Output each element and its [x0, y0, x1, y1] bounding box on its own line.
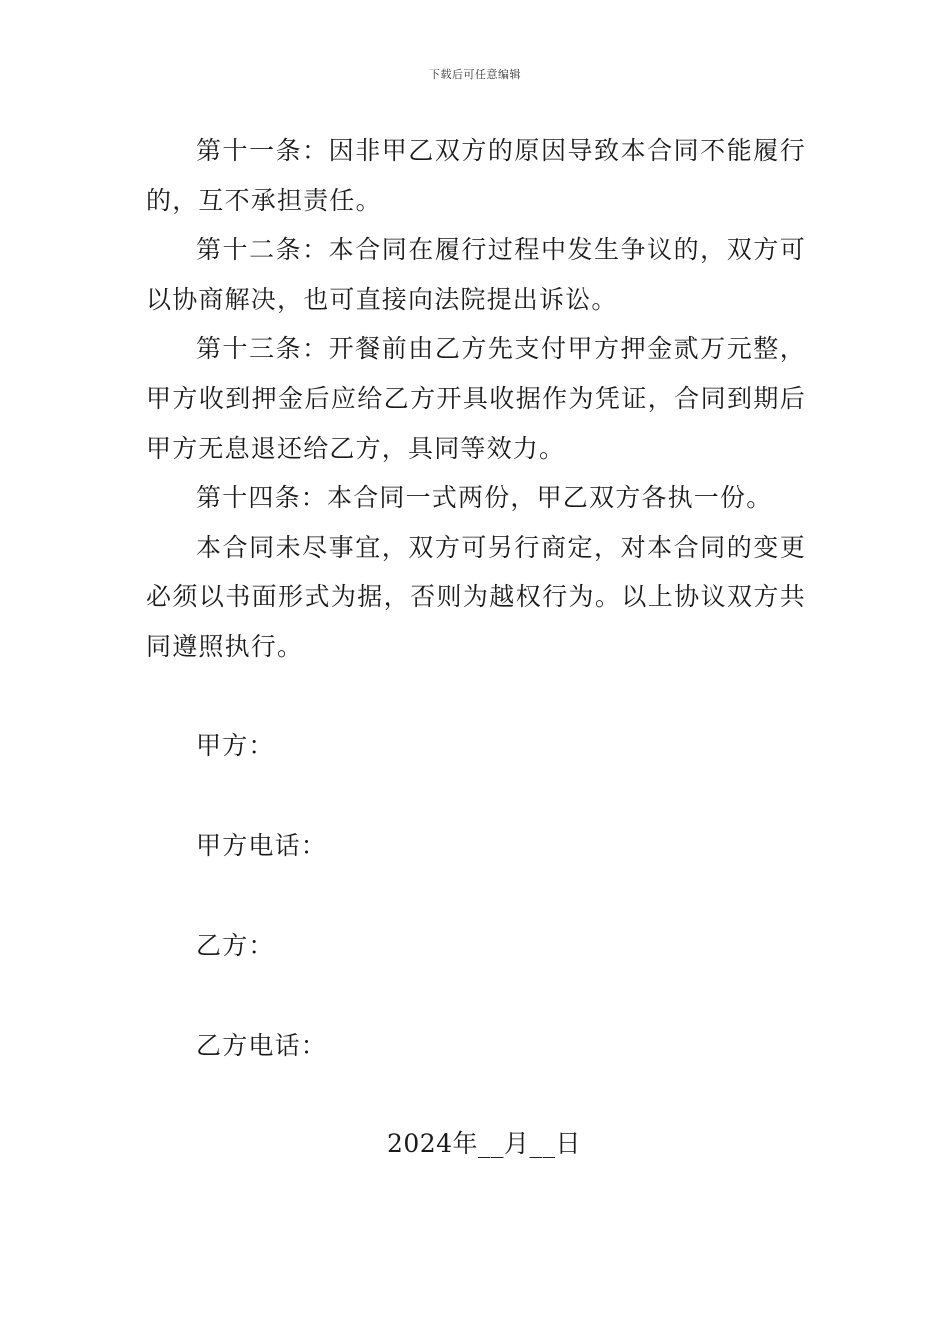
party-b-phone-label: 乙方电话： [196, 1031, 328, 1060]
clause-11: 第十一条：因非甲乙双方的原因导致本合同不能履行的，互不承担责任。 [146, 136, 806, 215]
clause-12: 第十二条：本合同在履行过程中发生争议的，双方可以协商解决，也可直接向法院提出诉讼。 [146, 235, 806, 314]
signing-date: 2024年__月__日 [386, 1129, 582, 1158]
clause-14: 第十四条：本合同一式两份，甲乙双方各执一份。 [196, 483, 773, 513]
party-a-label: 甲方： [196, 731, 275, 760]
party-a-phone-label: 甲方电话： [196, 831, 328, 860]
closing-clause: 本合同未尽事宜，双方可另行商定，对本合同的变更必须以书面形式为据，否则为越权行为。以上协议双方共同遵照执行。 [146, 532, 806, 661]
party-b-label: 乙方： [196, 931, 275, 960]
contract-body [146, 126, 806, 672]
page-header-note: 下载后可任意编辑 [429, 68, 521, 81]
clause-13: 第十三条：开餐前由乙方先支付甲方押金贰万元整，甲方收到押金后应给乙方开具收据作为凭证，合同到期后甲方无息退还给乙方，具同等效力。 [146, 334, 806, 463]
